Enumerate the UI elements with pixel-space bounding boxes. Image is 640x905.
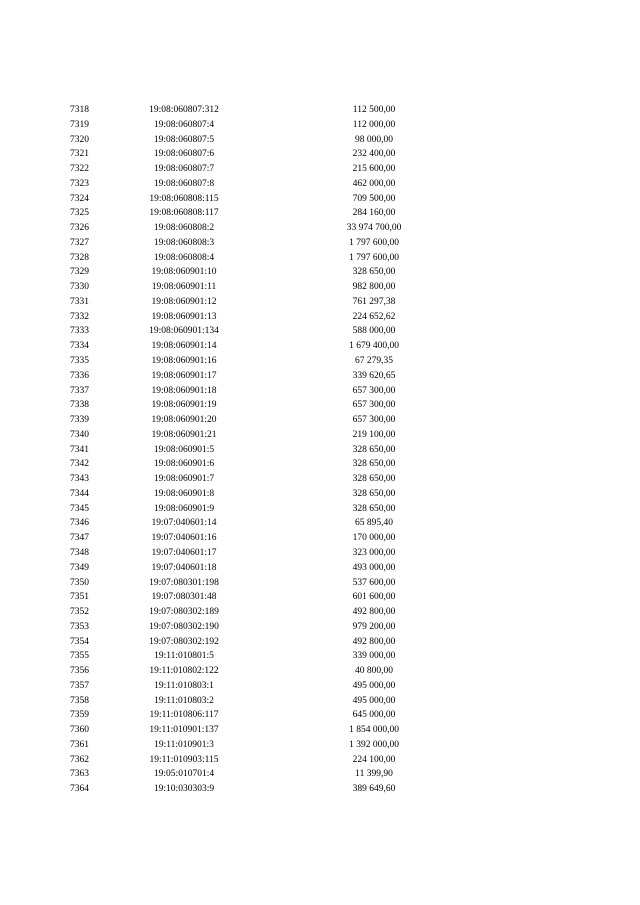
cadastral-number: 19:08:060807:6: [153, 149, 215, 160]
row-number: 7361: [70, 739, 89, 750]
cadastral-number: 19:11:010806:117: [149, 710, 219, 721]
row-number: 7324: [70, 193, 89, 204]
row-number: 7363: [70, 769, 89, 780]
table-row: [0, 635, 640, 650]
amount-value: 328 650,00: [352, 459, 396, 470]
cadastral-number: 19:08:060808:4: [153, 252, 215, 263]
cadastral-number: 19:07:080302:192: [149, 636, 219, 647]
table-row: [0, 192, 640, 207]
table-row: [0, 576, 640, 591]
cadastral-number: 19:07:040601:16: [151, 533, 217, 544]
amount-value: 339 620,65: [352, 370, 396, 381]
amount-value: 215 600,00: [352, 164, 396, 175]
amount-value: 495 000,00: [352, 695, 396, 706]
row-number: 7357: [70, 680, 89, 691]
cadastral-number: 19:07:040601:14: [151, 518, 217, 529]
row-number: 7341: [70, 444, 89, 455]
cadastral-number: 19:08:060901:13: [151, 311, 217, 322]
amount-value: 1 797 600,00: [349, 237, 399, 248]
row-number: 7356: [70, 666, 89, 677]
row-number: 7337: [70, 385, 89, 396]
amount-value: 495 000,00: [352, 680, 396, 691]
table-row: [0, 413, 640, 428]
row-number: 7331: [70, 296, 89, 307]
amount-value: 224 652,62: [352, 311, 396, 322]
table-row: [0, 369, 640, 384]
cadastral-number: 19:08:060901:5: [153, 444, 215, 455]
cadastral-number: 19:08:060901:7: [153, 474, 215, 485]
table-row: [0, 295, 640, 310]
row-number: 7327: [70, 237, 89, 248]
amount-value: 328 650,00: [352, 503, 396, 514]
amount-value: 170 000,00: [352, 533, 396, 544]
cadastral-number: 19:08:060901:14: [151, 341, 217, 352]
table-row: [0, 531, 640, 546]
amount-value: 492 800,00: [352, 636, 396, 647]
cadastral-number: 19:07:080301:48: [151, 592, 217, 603]
amount-value: 98 000,00: [355, 134, 393, 145]
row-number: 7344: [70, 488, 89, 499]
table-row: [0, 502, 640, 517]
cadastral-number: 19:08:060901:12: [151, 296, 217, 307]
row-number: 7318: [70, 105, 89, 115]
amount-value: 40 800,00: [355, 666, 393, 677]
amount-value: 328 650,00: [352, 488, 396, 499]
row-number: 7323: [70, 178, 89, 189]
amount-value: 11 399,90: [355, 769, 393, 780]
table-row: [0, 221, 640, 236]
cadastral-number: 19:11:010801:5: [154, 651, 214, 662]
row-number: 7338: [70, 400, 89, 411]
row-number: 7342: [70, 459, 89, 470]
amount-value: 323 000,00: [352, 547, 396, 558]
table-row: [0, 516, 640, 531]
table-row: [0, 457, 640, 472]
cadastral-number: 19:07:080301:198: [149, 577, 219, 588]
cadastral-number: 19:11:010803:1: [154, 680, 214, 691]
row-number: 7330: [70, 282, 89, 293]
table-row: [0, 472, 640, 487]
cadastral-number: 19:07:080302:190: [149, 621, 219, 632]
cadastral-number: 19:08:060807:312: [149, 105, 219, 115]
cadastral-number: 19:10:030303:9: [153, 784, 215, 795]
amount-value: 982 800,00: [352, 282, 396, 293]
amount-value: 33 974 700,00: [346, 223, 402, 234]
amount-value: 219 100,00: [352, 429, 396, 440]
amount-value: 112 000,00: [352, 119, 396, 130]
amount-value: 328 650,00: [352, 444, 396, 455]
cadastral-number: 19:08:060808:115: [149, 193, 219, 204]
table-row: [0, 236, 640, 251]
table-row: [0, 649, 640, 664]
table-row: [0, 443, 640, 458]
amount-value: 645 000,00: [352, 710, 396, 721]
amount-value: 709 500,00: [352, 193, 396, 204]
table-row: [0, 546, 640, 561]
table-row: [0, 147, 640, 162]
row-number: 7319: [70, 119, 89, 130]
amount-value: 232 400,00: [352, 149, 396, 160]
amount-value: 979 200,00: [352, 621, 396, 632]
table-row: [0, 664, 640, 679]
cadastral-number: 19:07:040601:17: [151, 547, 217, 558]
row-number: 7335: [70, 356, 89, 367]
cadastral-number: 19:08:060901:11: [151, 282, 217, 293]
amount-value: 462 000,00: [352, 178, 396, 189]
cadastral-number: 19:08:060807:7: [153, 164, 215, 175]
cadastral-number: 19:08:060808:3: [153, 237, 215, 248]
row-number: 7350: [70, 577, 89, 588]
cadastral-number: 19:08:060901:10: [151, 267, 217, 278]
amount-value: 328 650,00: [352, 474, 396, 485]
row-number: 7352: [70, 607, 89, 618]
cadastral-number: 19:11:010803:2: [154, 695, 214, 706]
amount-value: 328 650,00: [352, 267, 396, 278]
table-row: [0, 133, 640, 148]
amount-value: 112 500,00: [352, 105, 396, 115]
table-row: [0, 177, 640, 192]
table-row: [0, 324, 640, 339]
amount-value: 657 300,00: [352, 400, 396, 411]
table-row: [0, 590, 640, 605]
row-number: 7332: [70, 311, 89, 322]
table-row: [0, 561, 640, 576]
cadastral-number: 19:07:080302:189: [149, 607, 219, 618]
table-row: [0, 265, 640, 280]
table-row: [0, 694, 640, 709]
table-row: [0, 384, 640, 399]
table-row: [0, 162, 640, 177]
table-row: [0, 280, 640, 295]
row-number: 7333: [70, 326, 89, 337]
cadastral-number: 19:11:010901:137: [149, 725, 219, 736]
row-number: 7353: [70, 621, 89, 632]
row-number: 7349: [70, 562, 89, 573]
amount-value: 492 800,00: [352, 607, 396, 618]
cadastral-number: 19:08:060901:18: [151, 385, 217, 396]
table-row: [0, 103, 640, 118]
cadastral-number: 19:08:060808:2: [153, 223, 215, 234]
row-number: 7321: [70, 149, 89, 160]
cadastral-number: 19:05:010701:4: [153, 769, 215, 780]
cadastral-number: 19:08:060901:9: [153, 503, 215, 514]
table-row: [0, 339, 640, 354]
table-row: [0, 782, 640, 797]
table-row: [0, 620, 640, 635]
amount-value: 65 895,40: [355, 518, 393, 529]
cadastral-number: 19:08:060807:5: [153, 134, 215, 145]
cadastral-number: 19:08:060807:8: [153, 178, 215, 189]
cadastral-number: 19:08:060901:21: [151, 429, 217, 440]
data-table: [0, 103, 640, 797]
row-number: 7334: [70, 341, 89, 352]
cadastral-number: 19:08:060901:20: [151, 415, 217, 426]
amount-value: 657 300,00: [352, 415, 396, 426]
amount-value: 1 392 000,00: [349, 739, 399, 750]
table-row: [0, 723, 640, 738]
row-number: 7348: [70, 547, 89, 558]
cadastral-number: 19:08:060901:16: [151, 356, 217, 367]
table-row: [0, 354, 640, 369]
row-number: 7339: [70, 415, 89, 426]
row-number: 7354: [70, 636, 89, 647]
cadastral-number: 19:08:060901:17: [151, 370, 217, 381]
row-number: 7322: [70, 164, 89, 175]
table-row: [0, 118, 640, 133]
cadastral-number: 19:11:010901:3: [154, 739, 214, 750]
row-number: 7355: [70, 651, 89, 662]
table-row: [0, 767, 640, 782]
table-row: [0, 398, 640, 413]
row-number: 7359: [70, 710, 89, 721]
table-row: [0, 487, 640, 502]
row-number: 7340: [70, 429, 89, 440]
amount-value: 284 160,00: [352, 208, 396, 219]
table-row: [0, 708, 640, 723]
amount-value: 1 679 400,00: [349, 341, 399, 352]
table-row: [0, 738, 640, 753]
row-number: 7347: [70, 533, 89, 544]
row-number: 7360: [70, 725, 89, 736]
row-number: 7346: [70, 518, 89, 529]
amount-value: 1 797 600,00: [349, 252, 399, 263]
amount-value: 493 000,00: [352, 562, 396, 573]
cadastral-number: 19:08:060901:8: [153, 488, 215, 499]
row-number: 7364: [70, 784, 89, 795]
table-row: [0, 310, 640, 325]
cadastral-number: 19:08:060807:4: [153, 119, 215, 130]
row-number: 7358: [70, 695, 89, 706]
table-row: [0, 428, 640, 443]
cadastral-number: 19:08:060901:19: [151, 400, 217, 411]
amount-value: 761 297,38: [352, 296, 396, 307]
cadastral-number: 19:11:010802:122: [149, 666, 219, 677]
row-number: 7362: [70, 754, 89, 765]
amount-value: 537 600,00: [352, 577, 396, 588]
row-number: 7351: [70, 592, 89, 603]
row-number: 7329: [70, 267, 89, 278]
amount-value: 657 300,00: [352, 385, 396, 396]
row-number: 7328: [70, 252, 89, 263]
amount-value: 224 100,00: [352, 754, 396, 765]
row-number: 7325: [70, 208, 89, 219]
cadastral-number: 19:07:040601:18: [151, 562, 217, 573]
table-row: [0, 206, 640, 221]
cadastral-number: 19:11:010903:115: [149, 754, 219, 765]
table-row: [0, 605, 640, 620]
table-row: [0, 753, 640, 768]
amount-value: 389 649,60: [352, 784, 396, 795]
amount-value: 339 000,00: [352, 651, 396, 662]
cadastral-number: 19:08:060901:6: [153, 459, 215, 470]
amount-value: 1 854 000,00: [349, 725, 399, 736]
cadastral-number: 19:08:060808:117: [149, 208, 219, 219]
table-row: [0, 679, 640, 694]
amount-value: 588 000,00: [352, 326, 396, 337]
amount-value: 67 279,35: [355, 356, 393, 367]
row-number: 7345: [70, 503, 89, 514]
cadastral-number: 19:08:060901:134: [149, 326, 219, 337]
row-number: 7326: [70, 223, 89, 234]
row-number: 7336: [70, 370, 89, 381]
row-number: 7320: [70, 134, 89, 145]
amount-value: 601 600,00: [352, 592, 396, 603]
row-number: 7343: [70, 474, 89, 485]
table-row: [0, 251, 640, 266]
